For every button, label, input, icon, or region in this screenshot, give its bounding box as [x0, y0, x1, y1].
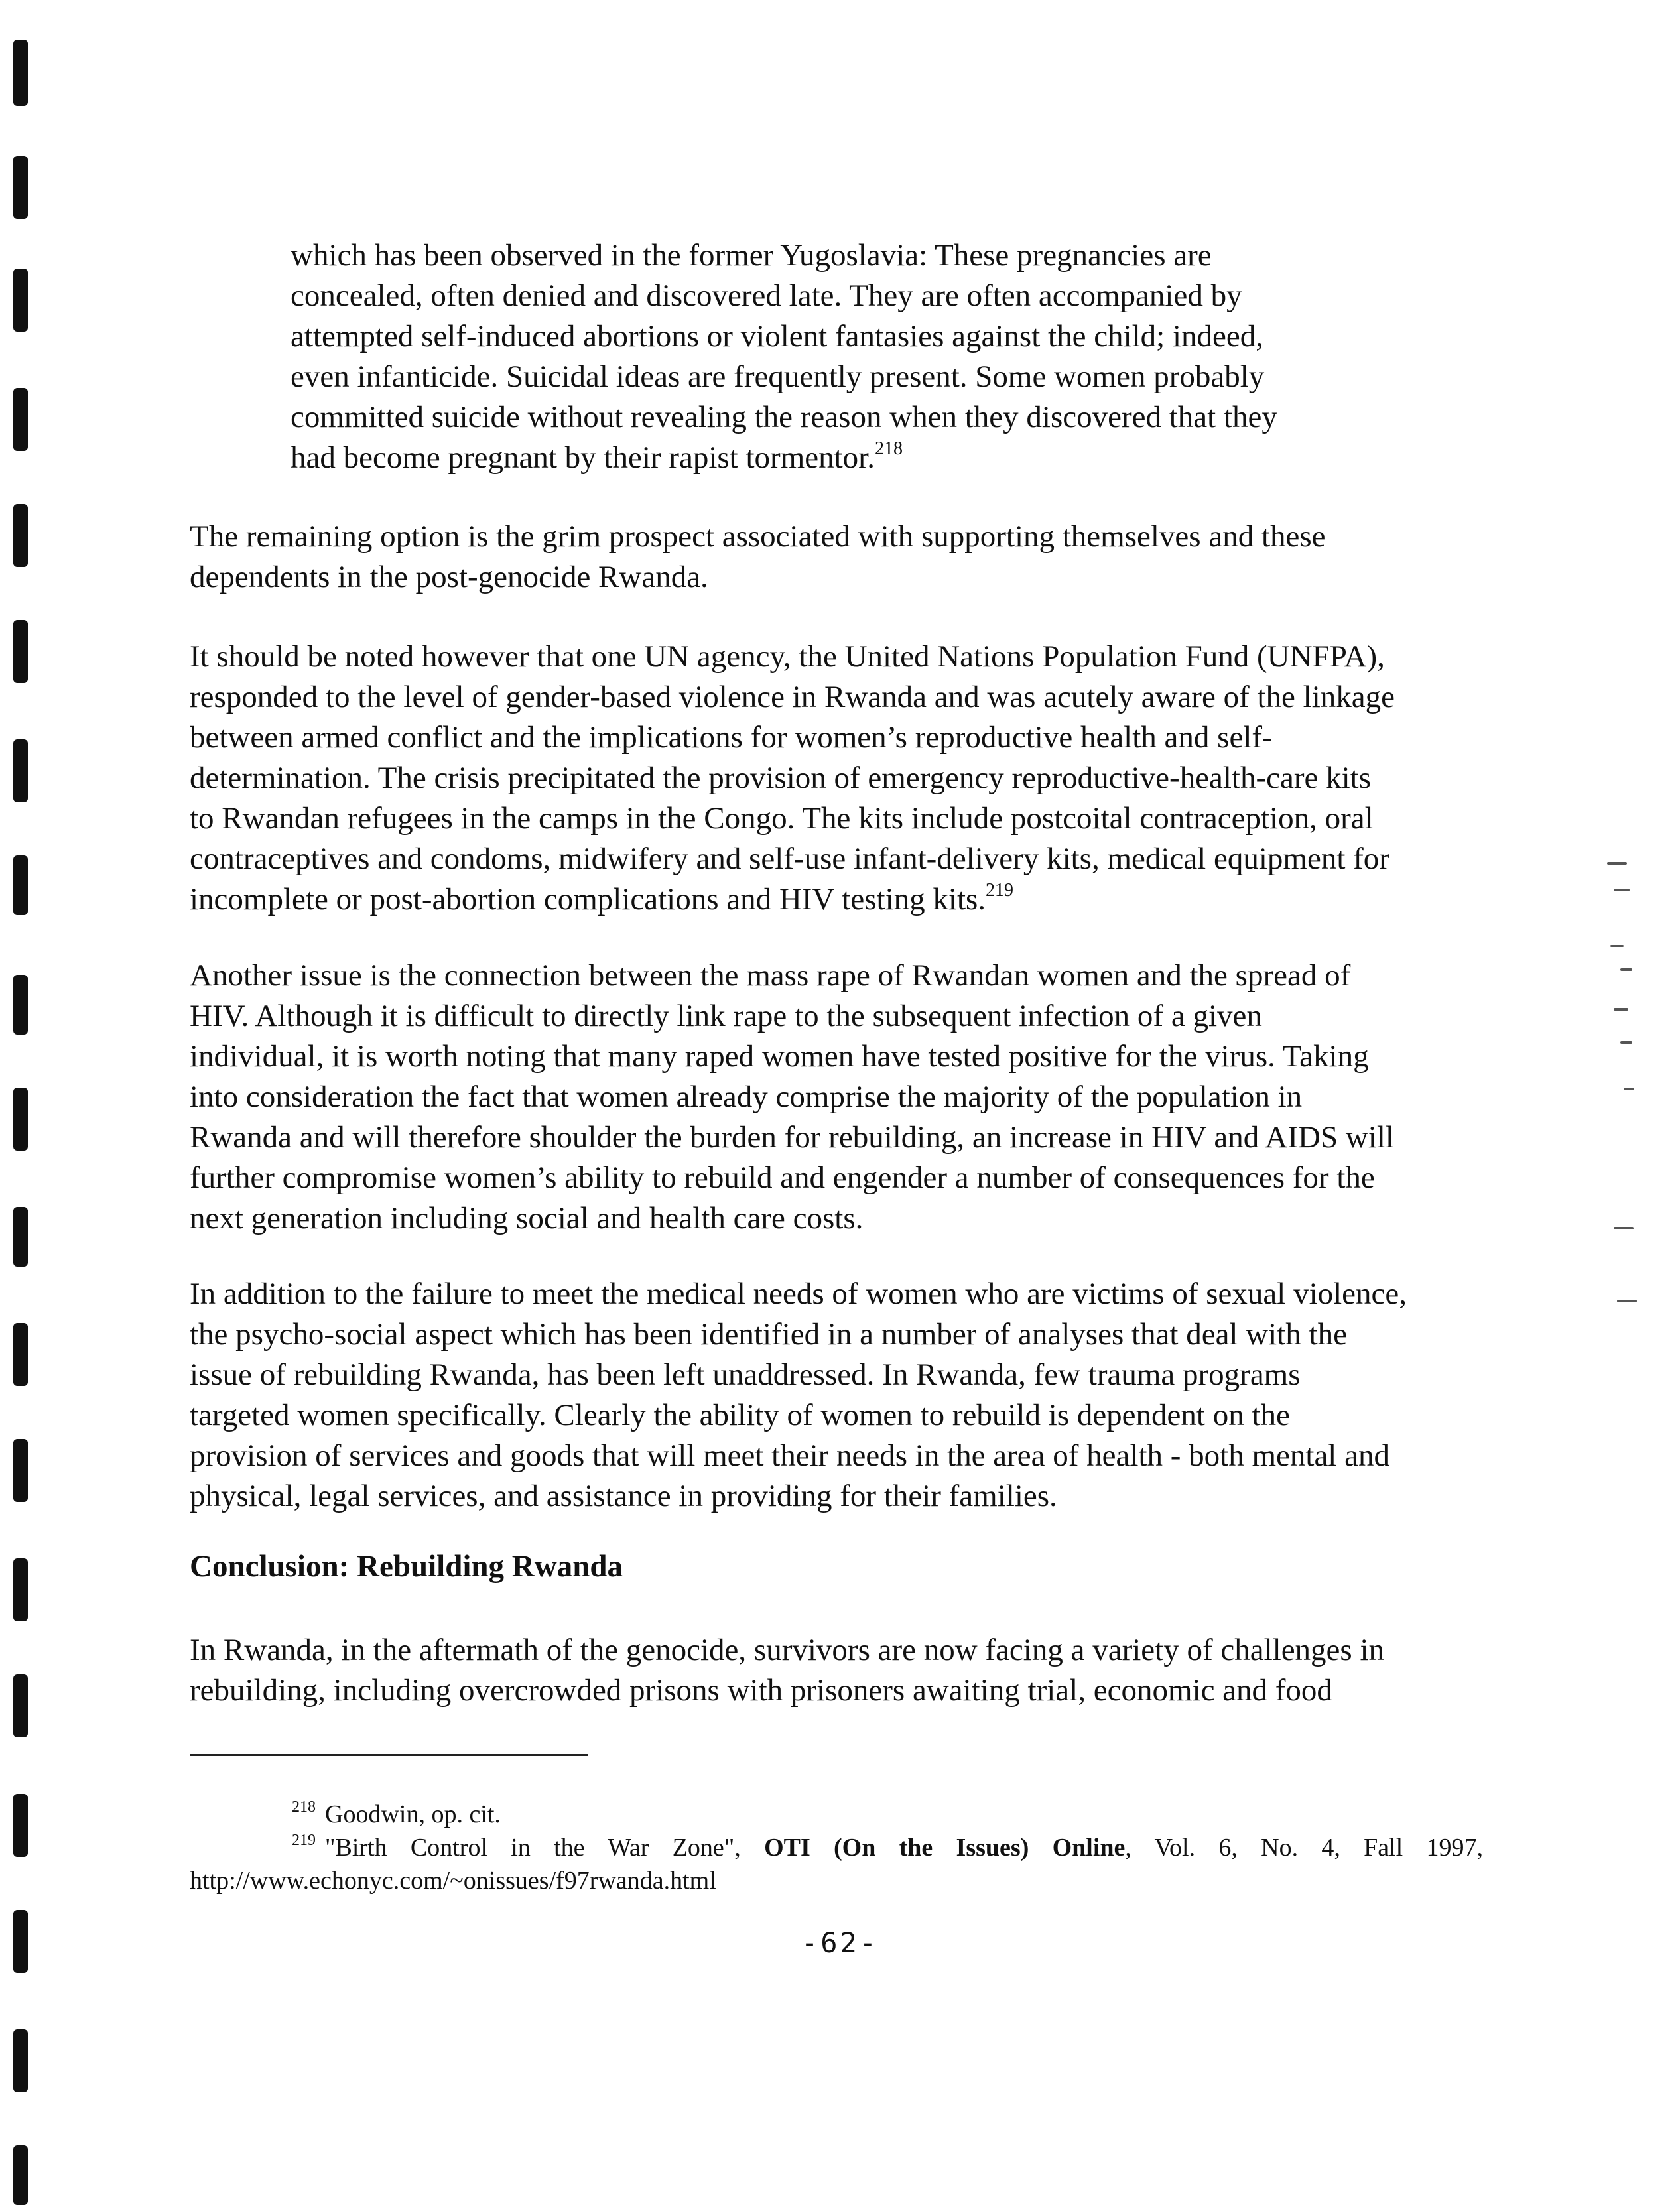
scan-artifacts — [1547, 0, 1680, 2205]
section-heading: Conclusion: Rebuilding Rwanda — [190, 1549, 623, 1584]
footnote-ref-218: 218 — [874, 438, 903, 459]
footnote-ref-219: 219 — [986, 880, 1014, 901]
footnote-divider — [190, 1754, 588, 1756]
paragraph-hiv: Another issue is the connection between the mass rape of Rwandan women and the spread of HIV. Although it is difficult to directly link rape to the subsequent infection of a given individual, it is worth noting that many raped women have tested positive for the virus. Taking into consideration the fact that women already comprise the majority of the population in Rwanda and will therefore shoulder the burden for rebuilding, an increase in HIV and AIDS will further compromise women’s ability to rebuild and engender a number of consequences for the next generation including social and health care costs. — [190, 958, 1394, 1235]
footnote-219-url: http://www.echonyc.com/~onissues/f97rwanda.html — [190, 1867, 716, 1895]
paragraph-conclusion: In Rwanda, in the aftermath of the genocide, survivors are now facing a variety of challenges in rebuilding, including overcrowded prisons with prisoners awaiting trial, economic and food — [190, 1633, 1385, 1708]
paragraph-psycho-social: In addition to the failure to meet the medical needs of women who are victims of sexual violence, the psycho-social aspect which has been identified in a number of analyses that deal with the issue of rebuilding Rwanda, has been left unaddressed. In Rwanda, few trauma programs targeted women specifically. Clearly the ability of women to rebuild is dependent on the provision of services and goods that will meet their needs in the area of health - both mental and physical, legal services, and assistance in providing for their families. — [190, 1277, 1407, 1513]
footnote-219: $^{219}$ "Birth Control in the War Zone", OTI (On the Issues) Online, Vol. 6, No. 4, Fall 1997, http://www.echonyc.com/~onissues/f97rwanda.html — [190, 1832, 1483, 1895]
footnote-218: $^{218}$ Goodwin, op. cit. — [292, 1798, 501, 1828]
binding-marks — [13, 0, 40, 2205]
paragraph-unfpa: It should be noted however that one UN agency, the United Nations Population Fund (UNFPA), responded to the level of gender-based violence in Rwanda and was acutely aware of the linkage between armed conflict and the implications for women’s reproductive health and self- determination. The crisis precipitated the provision of emergency reproductive-health-care kits to Rwandan refugees in the camps in the Congo. The kits include postcoital contraception, oral contraceptives and condoms, midwifery and self-use infant-delivery kits, medical equipment for incomplete or post-abortion complications and HIV testing kits.$^{219}$ — [190, 639, 1395, 916]
block-quote: which has been observed in the former Yugoslavia: These pregnancies are concealed, often denied and discovered late. They are often accompanied by attempted self-induced abortions or violent fantasies against the child; indeed, even infanticide. Suicidal ideas are frequently present. Some women probably committed suicide without revealing the reason when they discovered that they had become pregnant by their rapist tormentor.$^{218}$ — [291, 238, 1277, 475]
paragraph-remaining-option: The remaining option is the grim prospect associated with supporting themselves and these dependents in the post-genocide Rwanda. — [190, 519, 1326, 594]
page-number: -62- — [801, 1926, 879, 1959]
